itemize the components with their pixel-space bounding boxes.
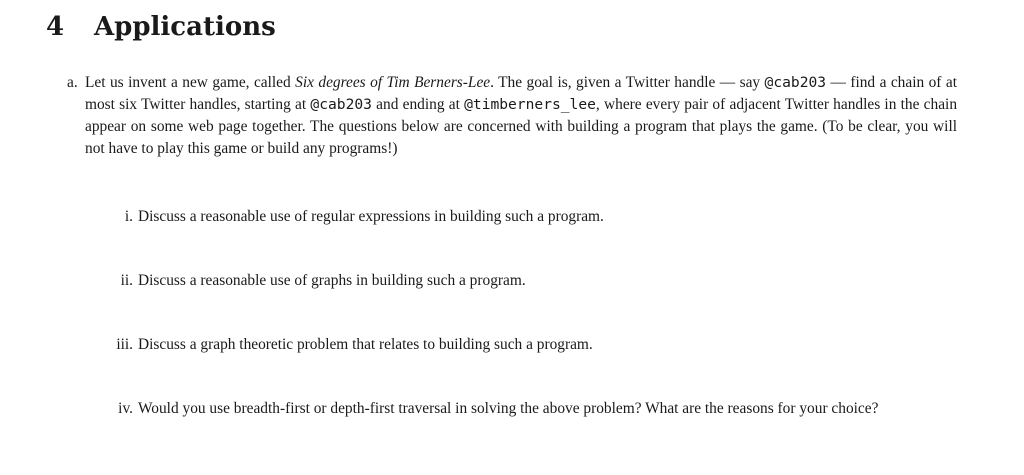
twitter-handle: @timberners_lee [464, 96, 596, 113]
question-text: Would you use breadth-first or depth-first traversal in solving the above problem? What are the reasons for your choice? [138, 400, 879, 417]
question-text: Discuss a reasonable use of regular expressions in building such a program. [138, 208, 604, 225]
question-text: Discuss a reasonable use of graphs in building such a program. [138, 272, 526, 289]
problem-text-part: — find a chain of at most six Twitter handles, starting at [85, 74, 957, 113]
question-number: i. [124, 208, 133, 225]
game-name: Six degrees of Tim Berners-Lee [295, 74, 491, 91]
problem-text-part: , where every pair of adjacent Twitter handles in the chain appear on some web page together. The questions below are concerned with building a program that plays the game. (To be clear, you will not have to play this game or build any programs!) [85, 96, 958, 157]
question-number: iv. [118, 400, 133, 417]
twitter-handle: @cab203 [310, 96, 372, 113]
question-number: iii. [116, 336, 133, 353]
question-text: Discuss a graph theoretic problem that relates to building such a program. [138, 336, 593, 353]
problem-text-part: . The goal is, given a Twitter handle — say [490, 74, 765, 91]
twitter-handle: @cab203 [764, 74, 827, 91]
section-title: Applications [94, 12, 276, 42]
section-heading [46, 12, 276, 42]
problem-text-part: Let us invent a new game, called [85, 74, 296, 91]
section-number: 4 [46, 12, 65, 42]
problem-text [85, 72, 957, 160]
problem-text-part: and ending at [371, 96, 465, 113]
problem-a [67, 72, 957, 160]
problem-label: a. [67, 74, 78, 91]
question-number: ii. [120, 272, 133, 289]
